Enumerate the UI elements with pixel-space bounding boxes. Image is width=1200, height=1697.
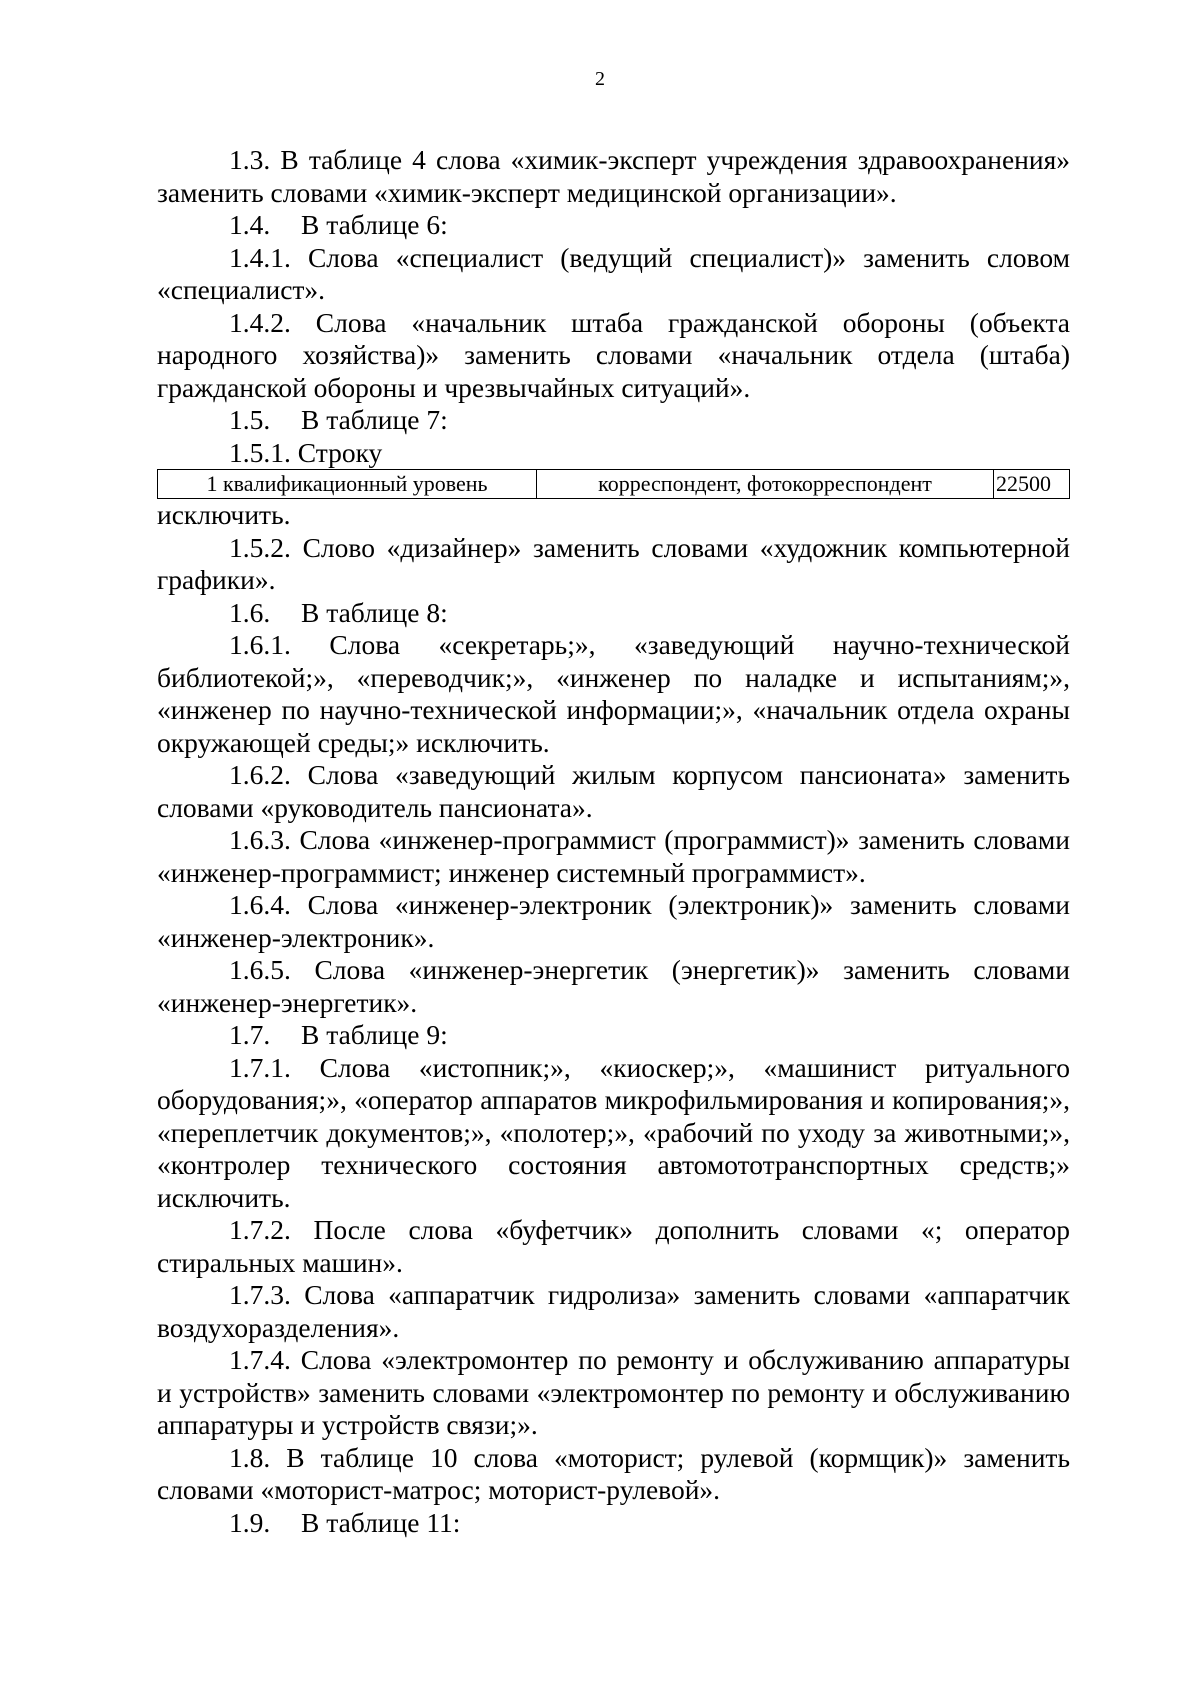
item-number: 1.4. [229,209,271,240]
paragraph-1-4-2: 1.4.2. Слова «начальник штаба гражданской обороны (объекта народного хозяйства)» заменить словами «начальник отдела (штаба) гражданской обороны и чрезвычайных ситуаций». [157,306,1070,403]
paragraph-1-7 [157,1019,1070,1052]
after-table-text: исключить. [157,499,291,530]
paragraph-1-4-1: 1.4.1. Слова «специалист (ведущий специалист)» заменить словом «специалист». [157,241,1070,305]
paragraph-1-5 [157,404,1070,437]
document-body [157,144,1070,1539]
paragraph-1-3: 1.3. В таблице 4 слова «химик-эксперт учреждения здравоохранения» заменить словами «химик-эксперт медицинской организации». [157,144,1070,208]
paragraph-1-6-3: 1.6.3. Слова «инженер-программист (программист)» заменить словами «инженер-программист; инженер системный программист». [157,824,1070,888]
paragraph-1-4 [157,209,1070,242]
cell-salary: 22500 [994,470,1070,499]
paragraph-1-6-4: 1.6.4. Слова «инженер-электроник (электроник)» заменить словами «инженер-электроник». [157,889,1070,953]
paragraph-1-7-3: 1.7.3. Слова «аппаратчик гидролиза» заменить словами «аппаратчик воздухоразделения». [157,1279,1070,1343]
paragraph-1-7-4: 1.7.4. Слова «электромонтер по ремонту и обслуживанию аппаратуры и устройств» заменить словами «электромонтер по ремонту и обслуживанию аппаратуры и устройств связи;». [157,1344,1070,1440]
page-number: 2 [595,68,605,90]
item-number: 1.5. [229,404,271,435]
item-text: В таблице 11: [301,1506,461,1538]
cell-positions: корреспондент, фотокорреспондент [537,470,994,499]
paragraph-1-6-5: 1.6.5. Слова «инженер-энергетик (энергетик)» заменить словами «инженер-энергетик». [157,954,1070,1018]
item-number: 1.7. [229,1019,271,1050]
item-text: В таблице 8: [301,596,448,628]
item-number: 1.9. [229,1506,271,1538]
item-number: 1.6. [229,596,271,628]
item-text: В таблице 9: [301,1019,448,1050]
paragraph-1-8: 1.8. В таблице 10 слова «моторист; рулевой (кормщик)» заменить словами «моторист-матрос; моторист-рулевой». [157,1441,1070,1505]
paragraph-1-6 [157,597,1070,630]
cell-qualification-level: 1 квалификационный уровень [158,470,537,499]
paragraph-1-5-1: 1.5.1. Строку [229,436,383,468]
paragraph-1-7-1: 1.7.1. Слова «истопник;», «киоскер;», «машинист ритуального оборудования;», «оператор аппаратов микрофильмирования и копирования;», «переплетчик документов;», «полотер;», «рабочий по уходу за животными;», «контролер технического состояния автомототранспортных средств;» исключить. [157,1051,1070,1213]
paragraph-1-6-1: 1.6.1. Слова «секретарь;», «заведующий научно-технической библиотекой;», «переводчик;», «инженер по наладке и испытаниям;», «инженер по научно-технической информации;», «начальник отдела охраны окружающей среды;» исключить. [157,629,1070,758]
table-row [158,470,1070,499]
paragraph-1-5-2: 1.5.2. Слово «дизайнер» заменить словами «художник компьютерной графики». [157,531,1070,595]
excluded-row-table [157,469,1070,499]
paragraph-1-9 [157,1507,1070,1540]
item-text: В таблице 6: [301,209,448,240]
item-text: В таблице 7: [301,404,448,435]
paragraph-1-7-2: 1.7.2. После слова «буфетчик» дополнить словами «; оператор стиральных машин». [157,1214,1070,1278]
paragraph-1-6-2: 1.6.2. Слова «заведующий жилым корпусом пансионата» заменить словами «руководитель пансионата». [157,759,1070,823]
